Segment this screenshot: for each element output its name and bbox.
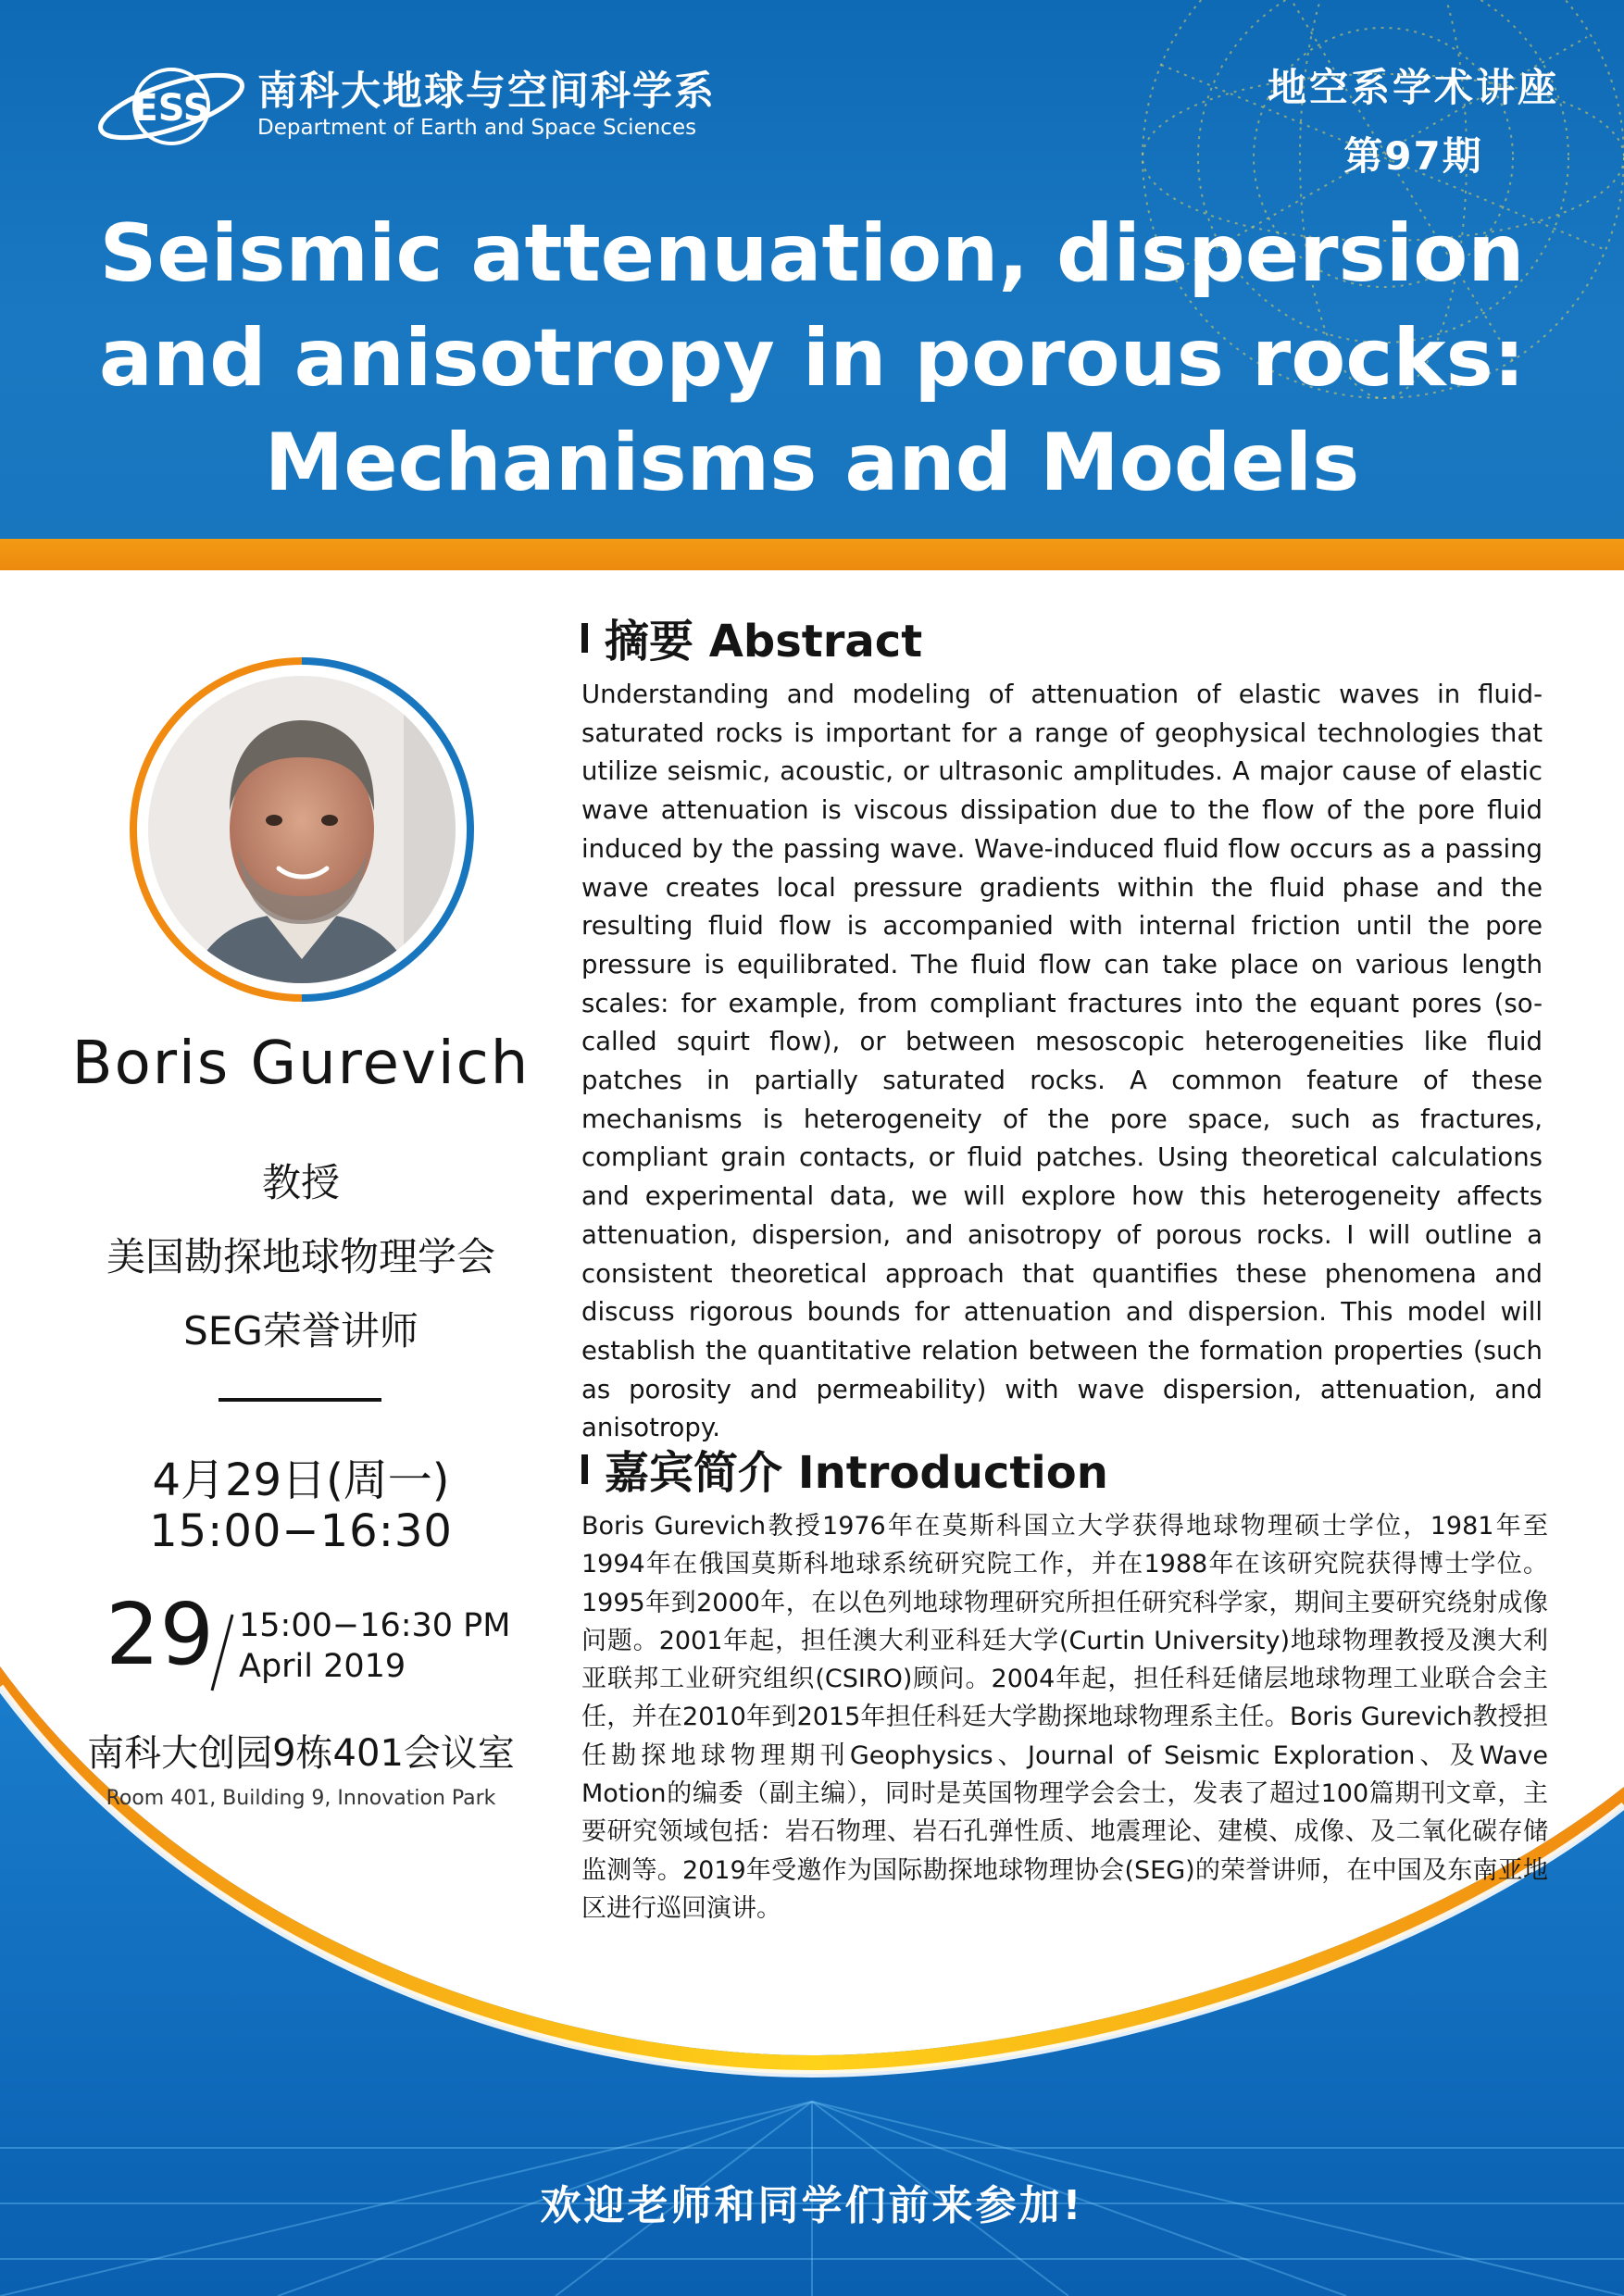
series-title: 地空系学术讲座: [1267, 65, 1559, 110]
heading-marker-icon: [581, 1454, 588, 1484]
department-logo: [93, 56, 716, 157]
day-number: 29: [106, 1585, 215, 1684]
introduction-heading: [581, 1437, 1108, 1501]
orange-divider-stripe: [0, 539, 1624, 570]
date-slash-icon: [208, 1611, 236, 1694]
welcome-message: 欢迎老师和同学们前来参加!: [540, 2182, 1084, 2229]
date-en: April 2019: [239, 1648, 406, 1685]
series-issue: 第97期: [1343, 133, 1483, 179]
venue-en: Room 401, Building 9, Innovation Park: [106, 1787, 496, 1810]
speaker-name: Boris Gurevich: [71, 1029, 531, 1098]
talk-title-line: and anisotropy in porous rocks:: [98, 312, 1526, 405]
speaker-photo: [126, 654, 478, 1005]
abstract-text: Understanding and modeling of attenuation of elastic waves in fluid-saturated rocks is important for a range of geophysical technologies that utilize seismic, acoustic, or ultrasonic amplitudes. A major cause of elastic wave attenuation is viscous dissipation due to the flow of the pore fluid induced by the passing wave. Wave-induced fluid flow occurs as a passing wave creates local pressure gradients within the fluid phase and the resulting fluid flow is accompanied with internal friction until the pore pressure is equilibrated. The fluid flow can take place on various length scales: for example, from compliant fractures into the equant pores (so-called squirt flow), or between mesoscopic heterogeneities like fluid patches in partially saturated rocks. A common feature of these mechanisms is heterogeneity of the pore space, such as fractures, compliant grain contacts, or fluid patches. Using theoretical calculations and experimental data, we will explore how this heterogeneity affects attenuation, dispersion, and anisotropy of porous rocks. I will outline a consistent theoretical approach that quantifies these phenomena and discuss rigorous bounds for attenuation and dispersion. This model will establish the quantitative relation between the formation properties (such as porosity and permeability) with wave dispersion, attenuation, and anisotropy.: [581, 680, 1543, 1443]
talk-title: [0, 202, 1624, 516]
speaker-position: 教授: [261, 1160, 340, 1205]
talk-title-line: Seismic attenuation, dispersion: [99, 207, 1525, 300]
lecture-series: [1268, 57, 1559, 181]
abstract-heading-text: 摘要 Abstract: [605, 616, 923, 668]
speaker-role: SEG荣誉讲师: [183, 1308, 418, 1354]
time-en: 15:00−16:30 PM: [239, 1607, 511, 1644]
venue-cn: 南科大创园9栋401会议室: [87, 1732, 515, 1775]
introduction-text: Boris Gurevich教授1976年在莫斯科国立大学获得地球物理硕士学位，1981年至1994年在俄国莫斯科地球系统研究院工作，并在1988年在该研究院获得博士学位。1995年到2000年，在以色列地球物理研究所担任研究科学家，期间主要研究绕射成像问题。2001年起，担任澳大利亚科廷大学(Curtin University)地球物理教授及澳大利亚联邦工业研究组织(CSIRO)顾问。2004年起，担任科廷储层地球物理工业联合会主任，并在2010年到2015年担任科廷大学勘探地球物理系主任。Boris Gurevich教授担任勘探地球物理期刊Geophysics、Journal of Seismic Exploration、及Wave Motion的编委（副主编），同时是英国物理学会会士，发表了超过100篇期刊文章，主要研究领域包括：岩石物理、岩石孔弹性质、地震理论、建模、成像、及二氧化碳存储监测等。2019年受邀作为国际勘探地球物理协会(SEG)的荣誉讲师，在中国及东南亚地区进行巡回演讲。: [581, 1512, 1548, 1923]
speaker-divider: [219, 1398, 381, 1402]
time-cn: 15:00−16:30: [149, 1505, 453, 1557]
department-name-en: Department of Earth and Space Sciences: [257, 115, 697, 140]
introduction-heading-text: 嘉宾简介 Introduction: [605, 1447, 1108, 1499]
speaker-affiliation: 美国勘探地球物理学会: [106, 1234, 495, 1279]
header-band: [0, 0, 1624, 539]
logo-letters: ESS: [132, 87, 210, 130]
heading-marker-icon: [581, 623, 588, 653]
talk-title-line: Mechanisms and Models: [264, 417, 1360, 509]
ess-logo-icon: [93, 56, 250, 157]
department-name-cn: 南科大地球与空间科学系: [257, 69, 716, 116]
date-cn: 4月29日(周一): [152, 1454, 450, 1506]
abstract-heading: [581, 605, 922, 669]
